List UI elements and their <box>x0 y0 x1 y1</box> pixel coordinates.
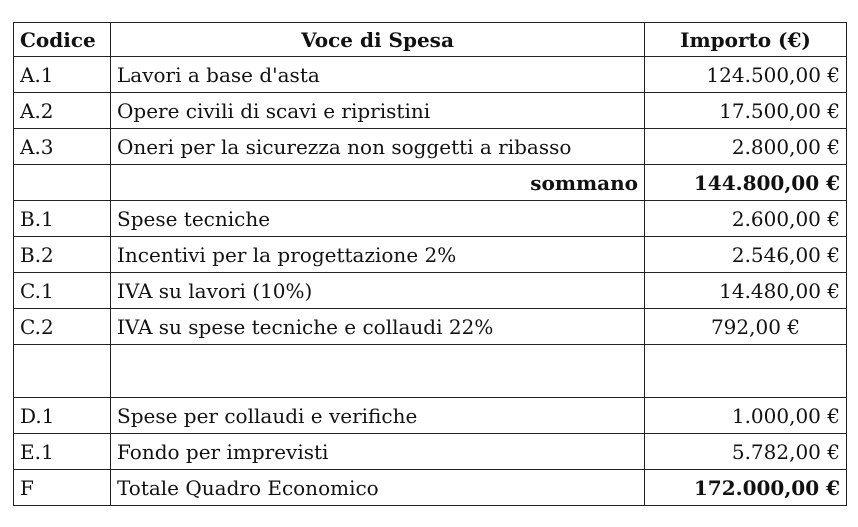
subtotal-amount: 144.800,00 € <box>645 165 847 201</box>
row-code: C.1 <box>14 273 111 309</box>
row-code <box>14 345 111 398</box>
table-row <box>14 398 847 434</box>
row-description: Lavori a base d'asta <box>111 57 645 93</box>
table-row <box>14 309 847 345</box>
quadro-economico-table <box>13 22 847 506</box>
row-code: B.2 <box>14 237 111 273</box>
row-amount: 17.500,00 € <box>645 93 847 129</box>
header-code: Codice <box>14 23 111 57</box>
header-amount: Importo (€) <box>645 23 847 57</box>
row-code <box>14 165 111 201</box>
row-code: C.2 <box>14 309 111 345</box>
row-code: B.1 <box>14 201 111 237</box>
row-amount <box>645 345 847 398</box>
row-code: A.3 <box>14 129 111 165</box>
row-amount: 792,00 € <box>645 309 847 345</box>
row-amount: 2.600,00 € <box>645 201 847 237</box>
table-row <box>14 93 847 129</box>
row-amount: 1.000,00 € <box>645 398 847 434</box>
row-description: Spese per collaudi e verifiche <box>111 398 645 434</box>
row-description: Fondo per imprevisti <box>111 434 645 470</box>
row-amount: 5.782,00 € <box>645 434 847 470</box>
row-description: Opere civili di scavi e ripristini <box>111 93 645 129</box>
row-code: D.1 <box>14 398 111 434</box>
row-amount: 2.546,00 € <box>645 237 847 273</box>
row-amount: 2.800,00 € <box>645 129 847 165</box>
table-row <box>14 237 847 273</box>
row-code: A.2 <box>14 93 111 129</box>
total-label: Totale Quadro Economico <box>111 470 645 506</box>
total-row <box>14 470 847 506</box>
row-code: A.1 <box>14 57 111 93</box>
row-code: E.1 <box>14 434 111 470</box>
table-row <box>14 57 847 93</box>
row-description: IVA su lavori (10%) <box>111 273 645 309</box>
total-amount: 172.000,00 € <box>645 470 847 506</box>
table-row <box>14 434 847 470</box>
row-code: F <box>14 470 111 506</box>
table-row <box>14 201 847 237</box>
empty-row <box>14 345 847 398</box>
row-amount: 14.480,00 € <box>645 273 847 309</box>
row-description: IVA su spese tecniche e collaudi 22% <box>111 309 645 345</box>
header-row <box>14 23 847 57</box>
subtotal-label: sommano <box>111 165 645 201</box>
table-row <box>14 273 847 309</box>
header-description: Voce di Spesa <box>111 23 645 57</box>
table-row <box>14 129 847 165</box>
row-description: Oneri per la sicurezza non soggetti a ribasso <box>111 129 645 165</box>
row-description: Incentivi per la progettazione 2% <box>111 237 645 273</box>
subtotal-row <box>14 165 847 201</box>
row-description <box>111 345 645 398</box>
row-description: Spese tecniche <box>111 201 645 237</box>
row-amount: 124.500,00 € <box>645 57 847 93</box>
